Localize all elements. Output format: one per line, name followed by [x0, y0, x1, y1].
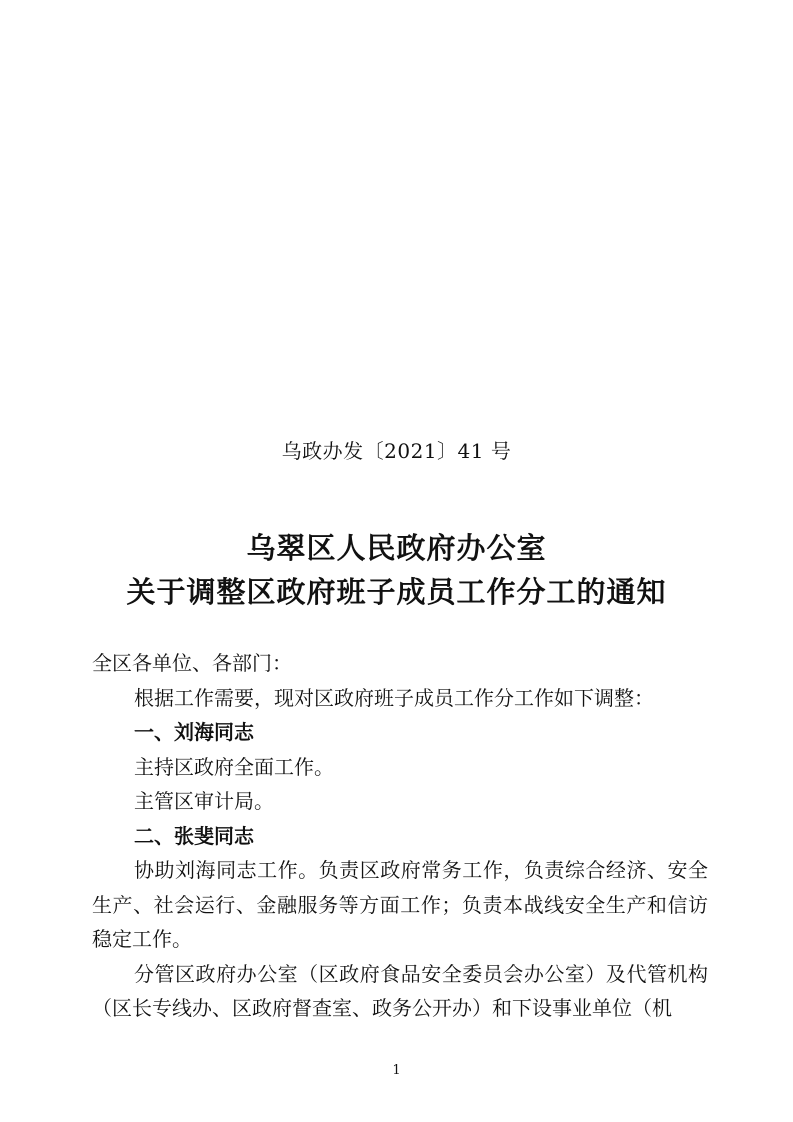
- section-heading-2: 二、张斐同志: [134, 823, 254, 848]
- section-1-paragraph-1: 主持区政府全面工作。: [134, 754, 334, 779]
- title-line-1: 乌翠区人民政府办公室: [246, 531, 547, 565]
- section-2-paragraph-1: 协助刘海同志工作。负责区政府常务工作，负责综合经济、安全生产、社会运行、金融服务等方面工作；负责本战线安全生产和信访稳定工作。: [92, 858, 708, 951]
- section-2-paragraph-2: 分管区政府办公室（区政府食品安全委员会办公室）及代管机构（区长专线办、区政府督查室、政务公开办）和下设事业单位（机: [92, 961, 708, 1020]
- document-body: [92, 646, 708, 1026]
- section-heading-1: 一、刘海同志: [134, 720, 254, 744]
- document-number: 乌政办发〔2021〕41 号: [281, 439, 512, 463]
- salutation: 全区各单位、各部门：: [92, 651, 292, 675]
- title-line-2: 关于调整区政府班子成员工作分工的通知: [126, 575, 667, 609]
- document-title: [0, 526, 793, 614]
- section-1-paragraph-2: 主管区审计局。: [134, 789, 274, 813]
- page-number: 1: [392, 1063, 401, 1078]
- intro-paragraph: 根据工作需要，现对区政府班子成员工作分工作如下调整：: [134, 685, 654, 710]
